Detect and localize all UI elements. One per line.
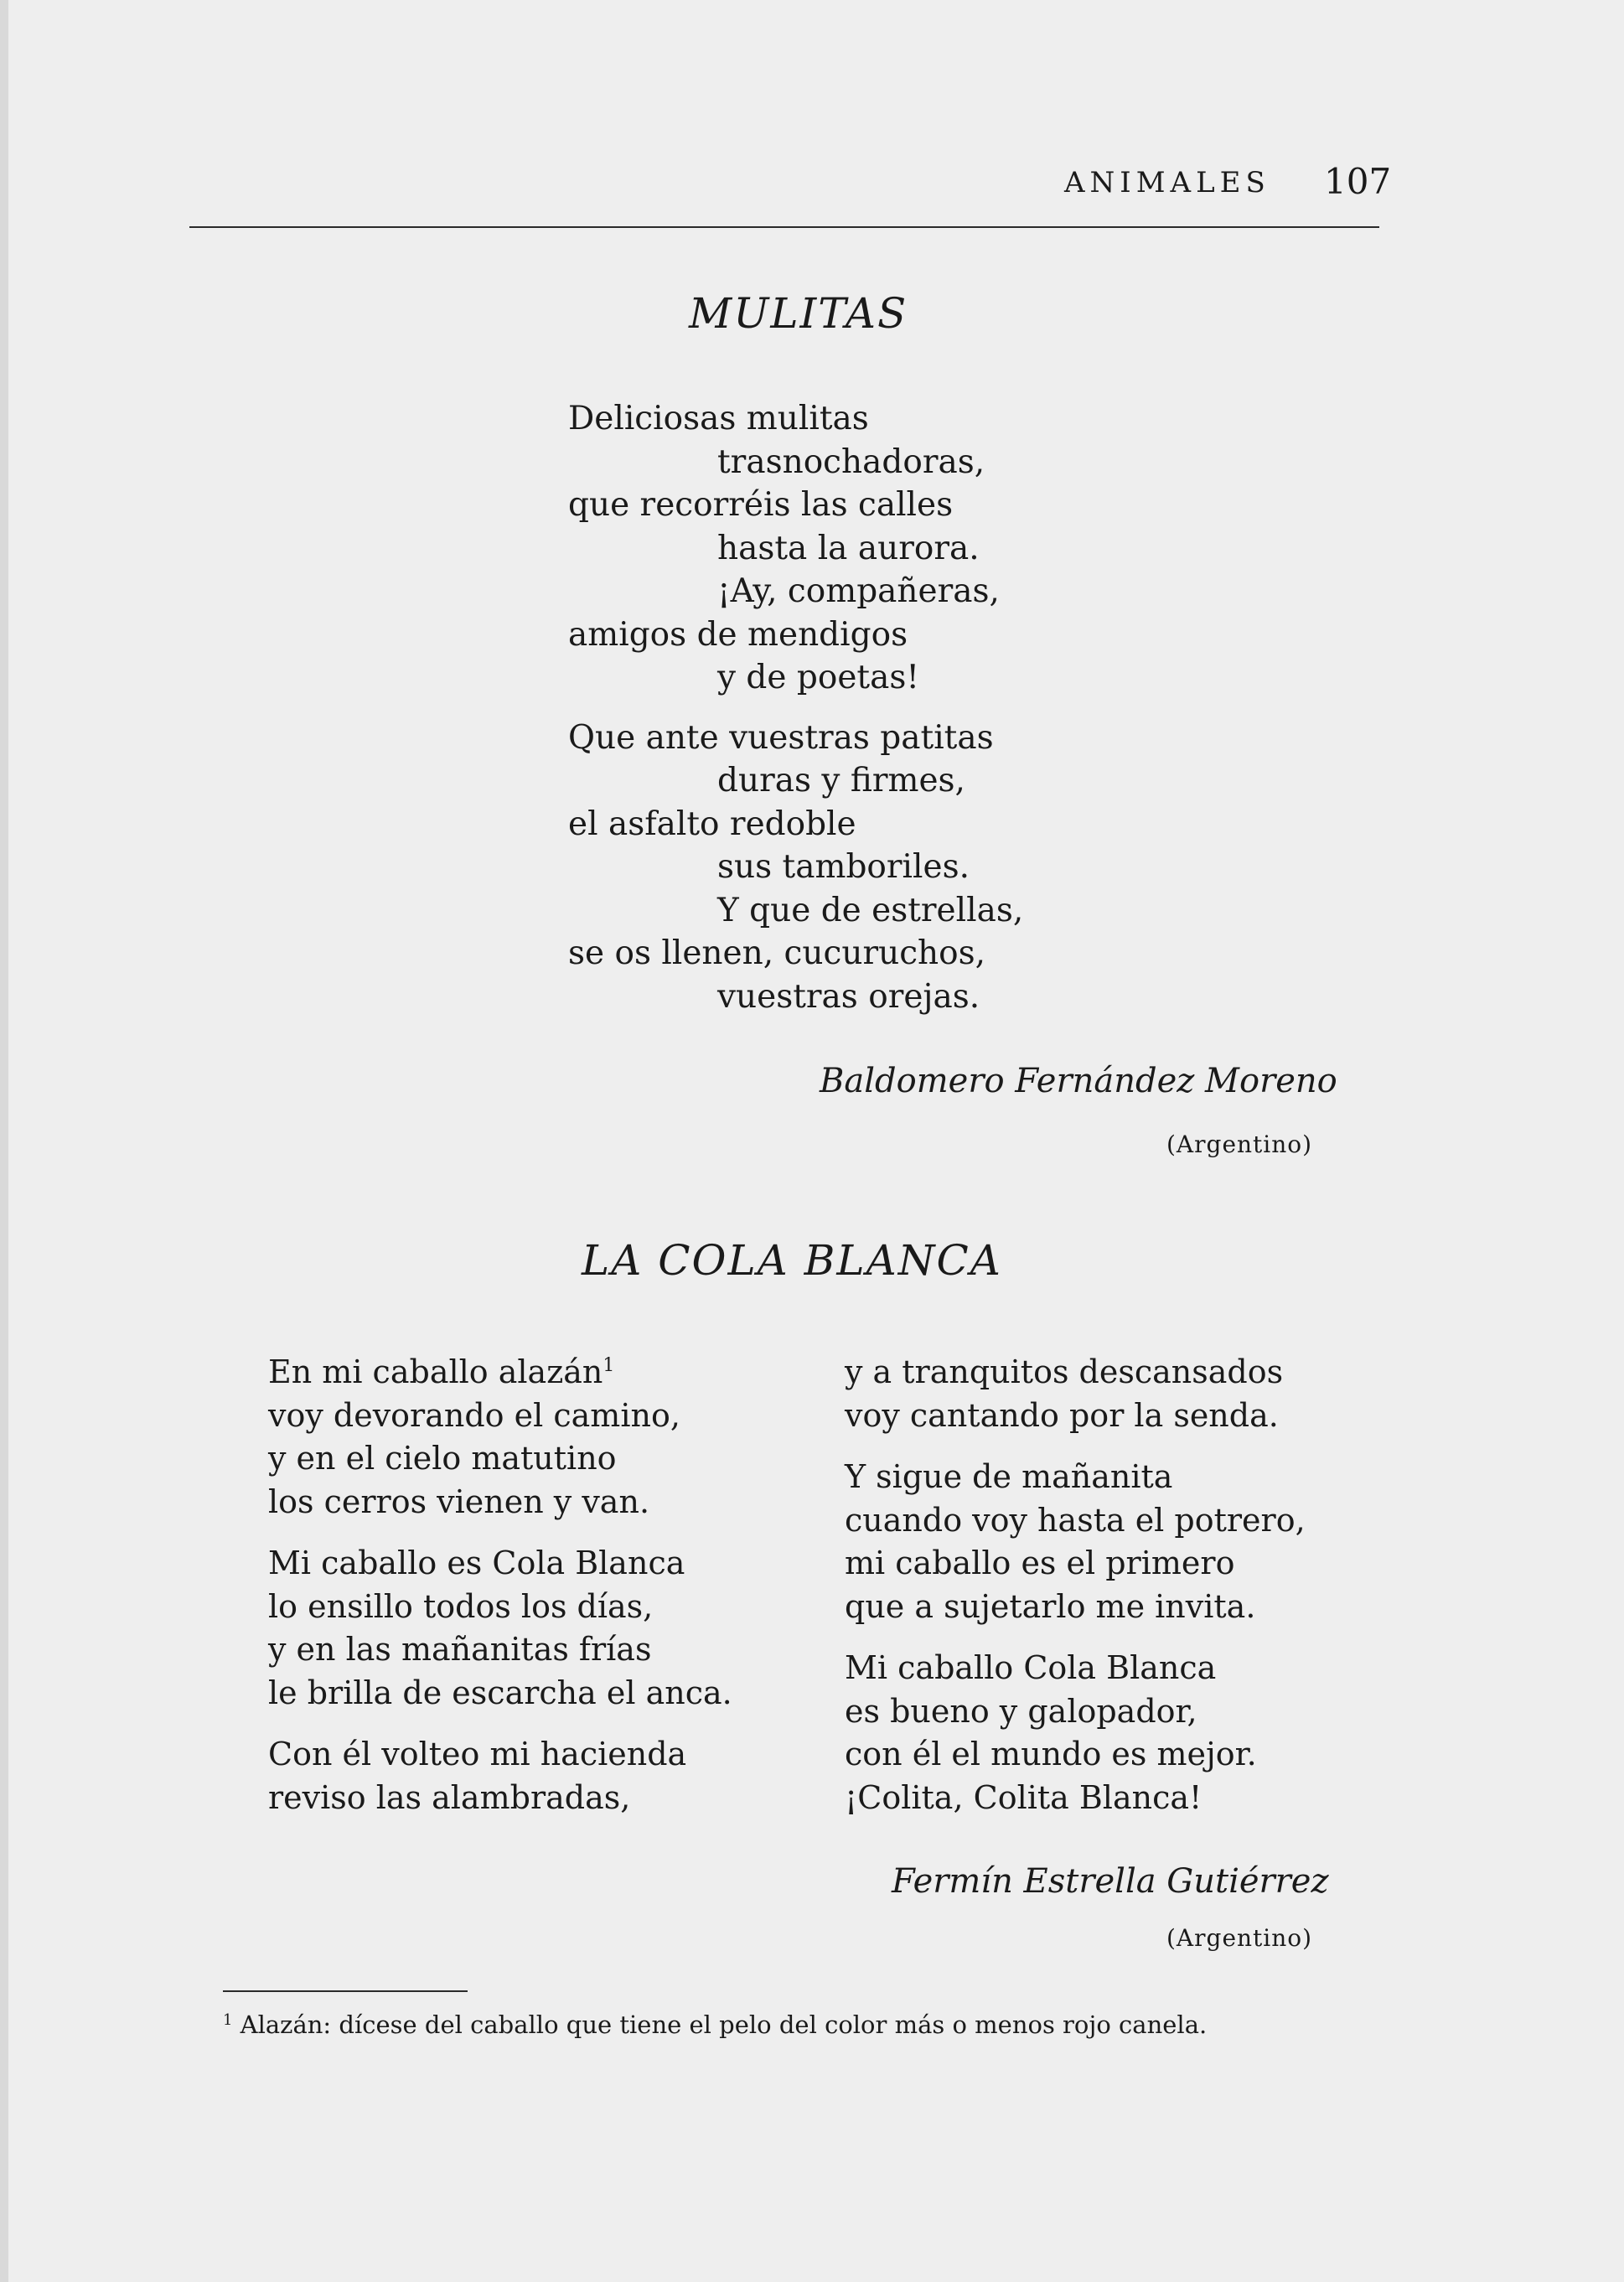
page-number: 107 [1324,161,1392,202]
verse-line: que recorréis las calles [568,486,954,524]
running-header: ANIMALES [1064,166,1270,199]
verse-line: Mi caballo es Cola Blanca [268,1545,685,1581]
author-nationality: (Argentino) [1166,1131,1313,1158]
stanza [845,1351,1364,1437]
footnote-marker: 1 [223,2011,233,2029]
verse-line: ¡Colita, Colita Blanca! [845,1778,1202,1816]
verse-line: reviso las alambradas, [268,1778,631,1816]
verse-line: se os llenen, cucuruchos, [568,934,986,972]
verse-text: En mi caballo alazán [268,1353,603,1390]
verse-line: Mi caballo Cola Blanca [845,1649,1217,1686]
stanza [268,1733,788,1819]
verse-line: es bueno y galopador, [845,1692,1197,1730]
verse-line: con él el mundo es mejor. [845,1736,1257,1772]
verse-line: y en las mañanitas frías [268,1631,652,1668]
verse-line: los cerros vienen y van. [268,1483,650,1520]
stanza [268,1351,788,1524]
verse-line: lo ensillo todos los días, [268,1587,654,1625]
poem-author: Baldomero Fernández Moreno [820,1062,1337,1100]
poem-mulitas [568,397,1155,1018]
verse-line: voy devorando el camino, [268,1396,680,1434]
verse-line: Y que de estrellas, [717,891,1024,929]
footnote-text: Alazán: dícese del caballo que tiene el pelo del color más o menos rojo canela. [240,2010,1208,2039]
verse-line: hasta la aurora. [717,529,980,567]
header-rule [189,226,1379,228]
footnote-rule [223,1990,468,1992]
verse-line: cuando voy hasta el potrero, [845,1501,1306,1539]
footnote [223,2010,1207,2039]
verse-line: voy cantando por la senda. [845,1396,1279,1434]
verse-line: Deliciosas mulitas [568,400,869,437]
verse-line: el asfalto redoble [568,805,856,843]
verse-line: Con él volteo mi hacienda [268,1736,687,1772]
verse-line: duras y firmes, [717,762,965,799]
verse-line: y a tranquitos descansados [845,1353,1284,1390]
poem-title-mulitas: MULITAS [689,289,908,338]
verse-line: sus tamboriles. [717,848,970,886]
verse-line [268,1351,788,1395]
footnote-ref: 1 [603,1355,615,1376]
page-binding-edge [0,0,8,2282]
verse-line: ¡Ay, compañeras, [717,572,1000,610]
stanza [845,1647,1364,1819]
verse-line: vuestras orejas. [717,977,980,1016]
stanza [845,1456,1364,1628]
verse-line: mi caballo es el primero [845,1545,1235,1581]
stanza [268,1542,788,1715]
verse-line: y de poetas! [717,659,920,696]
stanza-gap [568,700,1155,717]
author-nationality: (Argentino) [1166,1924,1313,1952]
verse-line: Y sigue de mañanita [845,1458,1173,1495]
verse-line: trasnochadoras, [717,442,985,481]
verse-line: y en el cielo matutino [268,1440,617,1477]
verse-line: que a sujetarlo me invita. [845,1587,1256,1625]
poem-column-right [845,1351,1364,1838]
poem-column-left [268,1351,788,1838]
verse-line: amigos de mendigos [568,615,908,654]
poem-title-la-cola-blanca: LA COLA BLANCA [582,1236,1002,1285]
poem-author: Fermín Estrella Gutiérrez [892,1862,1329,1901]
verse-line: Que ante vuestras patitas [568,718,994,757]
verse-line: le brilla de escarcha el anca. [268,1674,732,1711]
